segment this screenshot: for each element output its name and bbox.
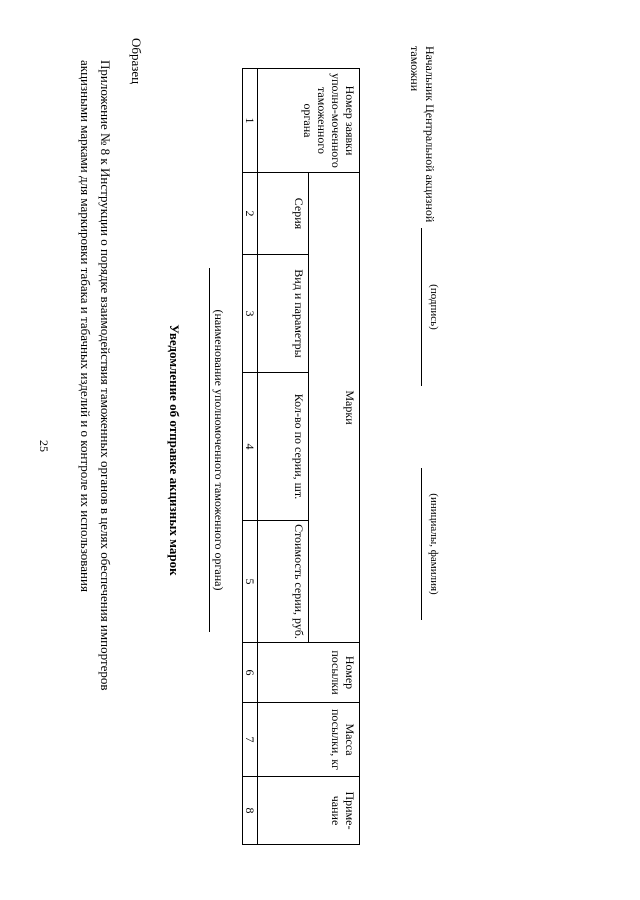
org-name-line (209, 268, 210, 632)
header-parcel-mass: Масса посылки, кг (258, 703, 360, 777)
column-number: 3 (243, 255, 258, 373)
appendix-header: Приложение № 8 к Инструкции о порядке взаимодействия таможенных органов в целях обеспечения импортеров акцизными марками для маркировки табака и табачных изделий и о контроле их использования (78, 60, 113, 691)
initials-line (421, 468, 422, 620)
org-name-caption: (наименование уполномоченного таможенного органа) (212, 309, 226, 591)
header-cost: Стоимость серии, руб. (258, 521, 309, 643)
document-title: Уведомление об отправке акцизных марок (167, 324, 182, 576)
header-quantity: Кол-во по серии, шт. (258, 373, 309, 521)
marks-table (242, 68, 360, 845)
column-number: 8 (243, 777, 258, 845)
header-request-number: Номер заявки уполно-моченного таможенного органа (258, 69, 360, 173)
column-number: 7 (243, 703, 258, 777)
header-parcel-number: Номер посылки (258, 643, 360, 703)
chief-title: Начальник Центральной акцизной таможни (408, 46, 437, 223)
header-series: Серия (258, 173, 309, 255)
column-number: 1 (243, 69, 258, 173)
initials-caption: (инициалы, фамилия) (428, 493, 440, 595)
column-number: 4 (243, 373, 258, 521)
sample-label: Образец (129, 38, 144, 85)
signature-line (421, 228, 422, 386)
header-type-params: Вид и параметры (258, 255, 309, 373)
column-number: 5 (243, 521, 258, 643)
header-marks-group: Марки (309, 173, 360, 643)
page-number: 25 (37, 440, 51, 452)
column-number: 6 (243, 643, 258, 703)
signature-caption: (подпись) (428, 284, 440, 330)
column-number: 2 (243, 173, 258, 255)
header-note: Приме-чание (258, 777, 360, 845)
